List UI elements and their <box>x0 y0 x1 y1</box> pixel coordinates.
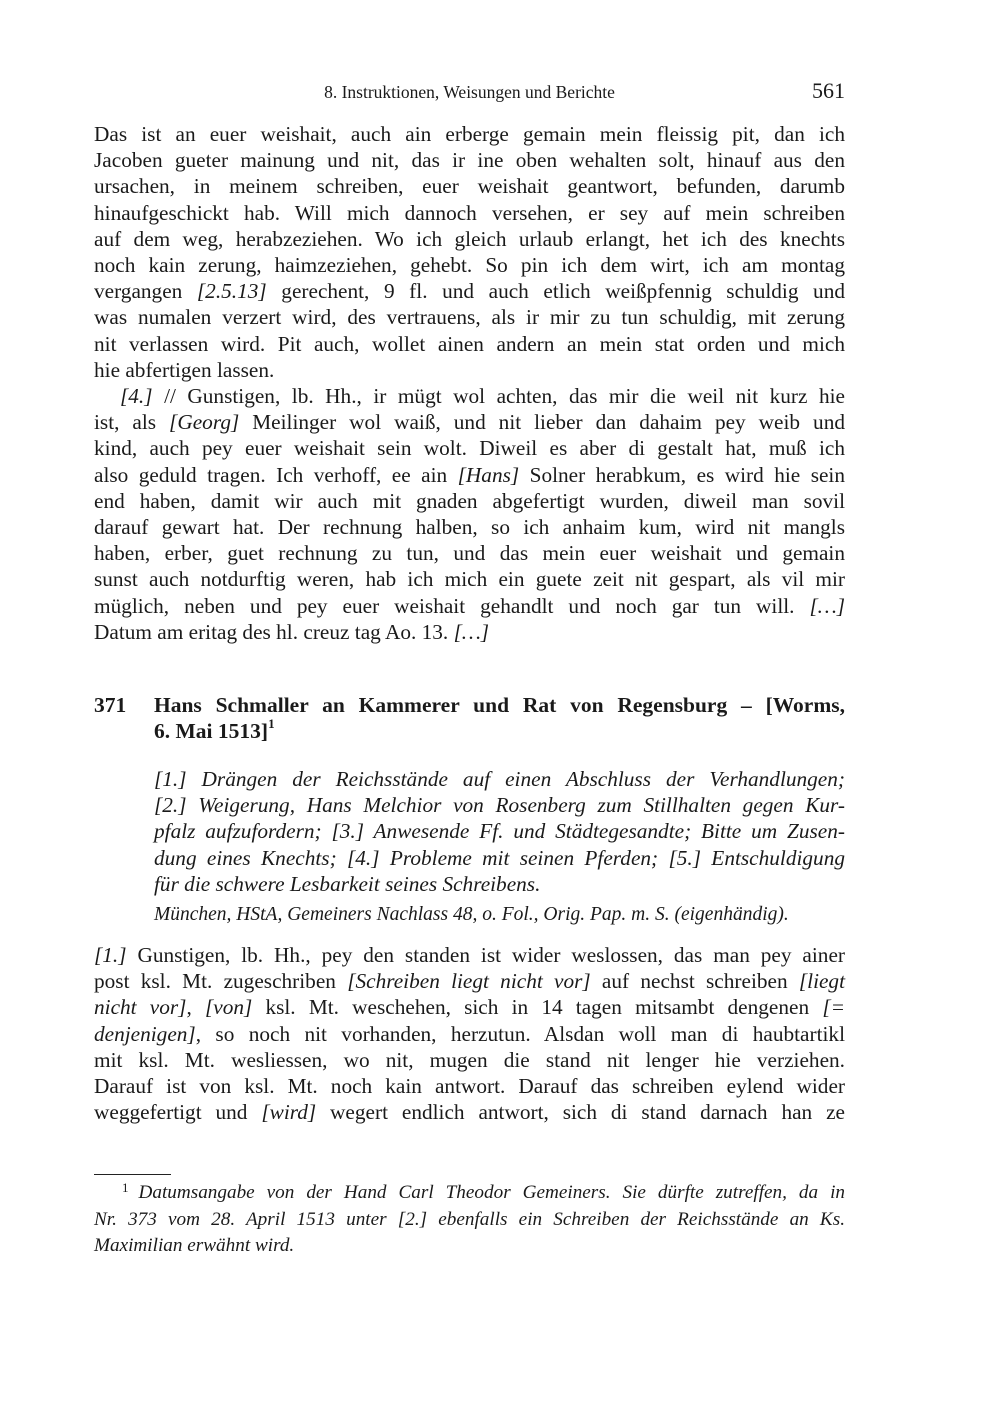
text-segment: Datum am eritag des hl. creuz tag Ao. 13. <box>94 619 454 644</box>
text-line <box>94 278 845 304</box>
text-segment: was numalen verzert wird, des vertrauens, als ir mir zu tun schuldig, mit zerung <box>94 305 845 330</box>
text-segment: noch kain zerung, haimzeziehen, gehebt. So pin ich dem wirt, ich am montag <box>94 253 845 278</box>
editorial-note: [wird] <box>261 1100 317 1125</box>
text-segment: auf dem weg, herabzeziehen. Wo ich gleich urlaub erlangt, het ich des knechts <box>94 226 845 251</box>
text-line <box>94 200 845 226</box>
text-segment: ist, als <box>94 410 170 435</box>
text-segment: weggefertigt und <box>94 1100 262 1125</box>
text-segment: post ksl. Mt. zugeschriben <box>94 969 348 994</box>
text-line <box>94 994 845 1020</box>
title-line: Hans Schmaller an Kammerer und Rat von Regensburg – [Worms, <box>154 693 845 717</box>
text-line <box>94 357 845 383</box>
editorial-note: [von] <box>204 995 253 1020</box>
text-segment: , <box>186 995 205 1020</box>
text-line <box>94 968 845 994</box>
text-line <box>94 619 845 645</box>
text-segment: Das ist an euer weishait, auch ain erberge gemain mein fleissig pit, dan ich <box>94 122 845 146</box>
regest-line: für die schwere Lesbarkeit seines Schreibens. <box>154 871 541 896</box>
text-line <box>94 252 845 278</box>
footnote-ref[interactable]: 1 <box>268 715 275 731</box>
editorial-note: denjenigen] <box>94 1021 196 1046</box>
text-line <box>94 1099 845 1125</box>
text-segment: vergangen <box>94 279 197 304</box>
running-title: 8. Instruktionen, Weisungen und Berichte <box>324 82 615 102</box>
footnote-line <box>94 1180 845 1207</box>
text-segment: end haben, damit wir auch mit gnaden abgefertigt wurden, diweil man sovil <box>94 488 845 513</box>
footnote-line: Maximilian erwähnt wird. <box>94 1235 295 1256</box>
regest <box>154 766 845 897</box>
text-segment: Gunstigen, lb. Hh., pey den standen ist wider weslossen, das man pey ainer <box>126 943 845 967</box>
footnote-mark: 1 <box>122 1180 129 1195</box>
footnote-text: Datumsangabe von der Hand Carl Theodor Gemeiners. Sie dürfte zutreffen, da in <box>138 1182 845 1203</box>
document-title <box>154 692 845 744</box>
text-line <box>94 1021 845 1047</box>
editorial-note: [Georg] <box>169 410 240 435</box>
regest-line: dung eines Knechts; [4.] Probleme mit seinen Pferden; [5.] Entschuldigung <box>154 845 845 870</box>
running-head <box>94 78 845 108</box>
text-line <box>94 147 845 173</box>
text-line <box>94 514 845 540</box>
text-line <box>94 566 845 592</box>
text-segment: kind, auch pey euer weishait sein wolt. Diweil es aber di gestalt hat, muß ich <box>94 436 845 461</box>
text-line <box>94 593 845 619</box>
regest-line: [1.] Drängen der Reichsstände auf einen Abschluss der Verhandlungen; <box>154 767 845 791</box>
text-segment: wegert endlich antwort, sich di stand darnach han ze <box>316 1100 845 1125</box>
page-number: 561 <box>812 78 845 103</box>
text-segment: nit verlassen wird. Pit auch, wollet ainen andern an mein stat orden und mich <box>94 331 845 356</box>
text-segment: auf nechst schreiben <box>590 969 799 994</box>
text-line <box>94 383 845 409</box>
text-line <box>94 488 845 514</box>
editorial-note: [Schreiben liegt nicht vor] <box>347 969 591 994</box>
continuation-paragraph-1 <box>94 121 845 383</box>
text-line <box>94 942 845 968</box>
text-segment: ursachen, in meinem schreiben, euer weishait geantwort, befunden, darumb <box>94 174 845 199</box>
text-segment: also geduld tragen. Ich verhoff, ee ain <box>94 462 458 487</box>
editorial-note: [Hans] <box>457 462 520 487</box>
text-line <box>94 540 845 566</box>
text-segment: , so noch nit vorhanden, herzutun. Alsdan woll man di haubtartikl <box>195 1021 845 1046</box>
text-line <box>94 331 845 357</box>
text-line <box>94 1047 845 1073</box>
regest-line: [2.] Weigerung, Hans Melchior von Rosenberg zum Stillhalten gegen Kur- <box>154 793 845 818</box>
footnotes <box>94 1180 845 1259</box>
editorial-note: [2.5.13] <box>196 279 267 304</box>
document-heading <box>94 692 845 744</box>
text-segment: Jacoben gueter mainung und nit, das ir ine oben wehalten solt, hinauf aus den <box>94 148 845 173</box>
editorial-note: nicht vor] <box>94 995 187 1020</box>
text-segment: ksl. Mt. weschehen, sich in 14 tagen mitsambt dengenen <box>252 995 823 1020</box>
text-segment: sunst auch notdurftig weren, hab ich mich ein guete zeit nit gespart, als vil mir <box>94 567 845 592</box>
text-segment: darauf gewart hat. Der rechnung halben, so ich anhaim kum, wird nit mangls <box>94 515 845 540</box>
text-line <box>94 173 845 199</box>
text-line <box>94 121 845 147</box>
continuation-paragraph-2 <box>94 383 845 645</box>
text-segment: hinaufgeschickt hab. Will mich dannoch versehen, er sey auf mein schreiben <box>94 200 845 225</box>
text-segment: Meilinger wol waiß, und nit lieber dan dahaim pey weib und <box>239 410 845 435</box>
title-line-text: 6. Mai 1513] <box>154 719 269 743</box>
document-number: 371 <box>94 693 127 717</box>
text-segment: // Gunstigen, lb. Hh., ir mügt wol achten, das mir die weil nit kurz hie <box>152 384 845 408</box>
editorial-note: [liegt <box>798 969 845 994</box>
text-segment: haben, erber, guet rechnung zu tun, und das mein euer weishait und gemain <box>94 541 845 566</box>
text-segment: hie abfertigen lassen. <box>94 357 275 382</box>
text-line <box>94 435 845 461</box>
footnote-line: Nr. 373 vom 28. April 1513 unter [2.] ebenfalls ein Schreiben der Reichsstände an Ks. <box>94 1209 845 1230</box>
text-line <box>94 462 845 488</box>
regest-line: pfalz aufzufordern; [3.] Anwesende Ff. und Städtegesandte; Bitte um Zusen- <box>154 819 845 844</box>
text-line <box>94 409 845 435</box>
text-segment: Solner herabkum, es wird hie sein <box>519 462 845 487</box>
text-line <box>94 304 845 330</box>
source-citation: München, HStA, Gemeiners Nachlass 48, o. Fol., Orig. Pap. m. S. (eigenhändig). <box>154 904 789 925</box>
editorial-note: […] <box>809 593 845 618</box>
editorial-note: […] <box>453 619 490 644</box>
paragraph-lines <box>94 121 845 383</box>
text-line <box>94 1073 845 1099</box>
document-text <box>94 942 845 1125</box>
text-segment: müglich, neben und pey euer weishait gehandlt und noch gar tun will. <box>94 593 810 618</box>
text-line <box>94 226 845 252</box>
paragraph-lines <box>94 942 845 1125</box>
text-segment: Darauf ist von ksl. Mt. noch kain antwort. Darauf das schreiben eylend wider <box>94 1074 845 1099</box>
title-line <box>154 715 845 744</box>
paragraph-lines <box>94 383 845 645</box>
text-segment: mit ksl. Mt. wesliessen, wo nit, mugen die stand nit lenger hie verziehen. <box>94 1047 845 1072</box>
editorial-note: [= <box>822 995 845 1020</box>
editorial-note: [4.] <box>120 384 153 408</box>
editorial-note: [1.] <box>94 943 127 967</box>
text-segment: gerechent, 9 fl. und auch etlich weißpfennig schuldig und <box>266 279 845 304</box>
footnote-rule <box>94 1174 171 1175</box>
